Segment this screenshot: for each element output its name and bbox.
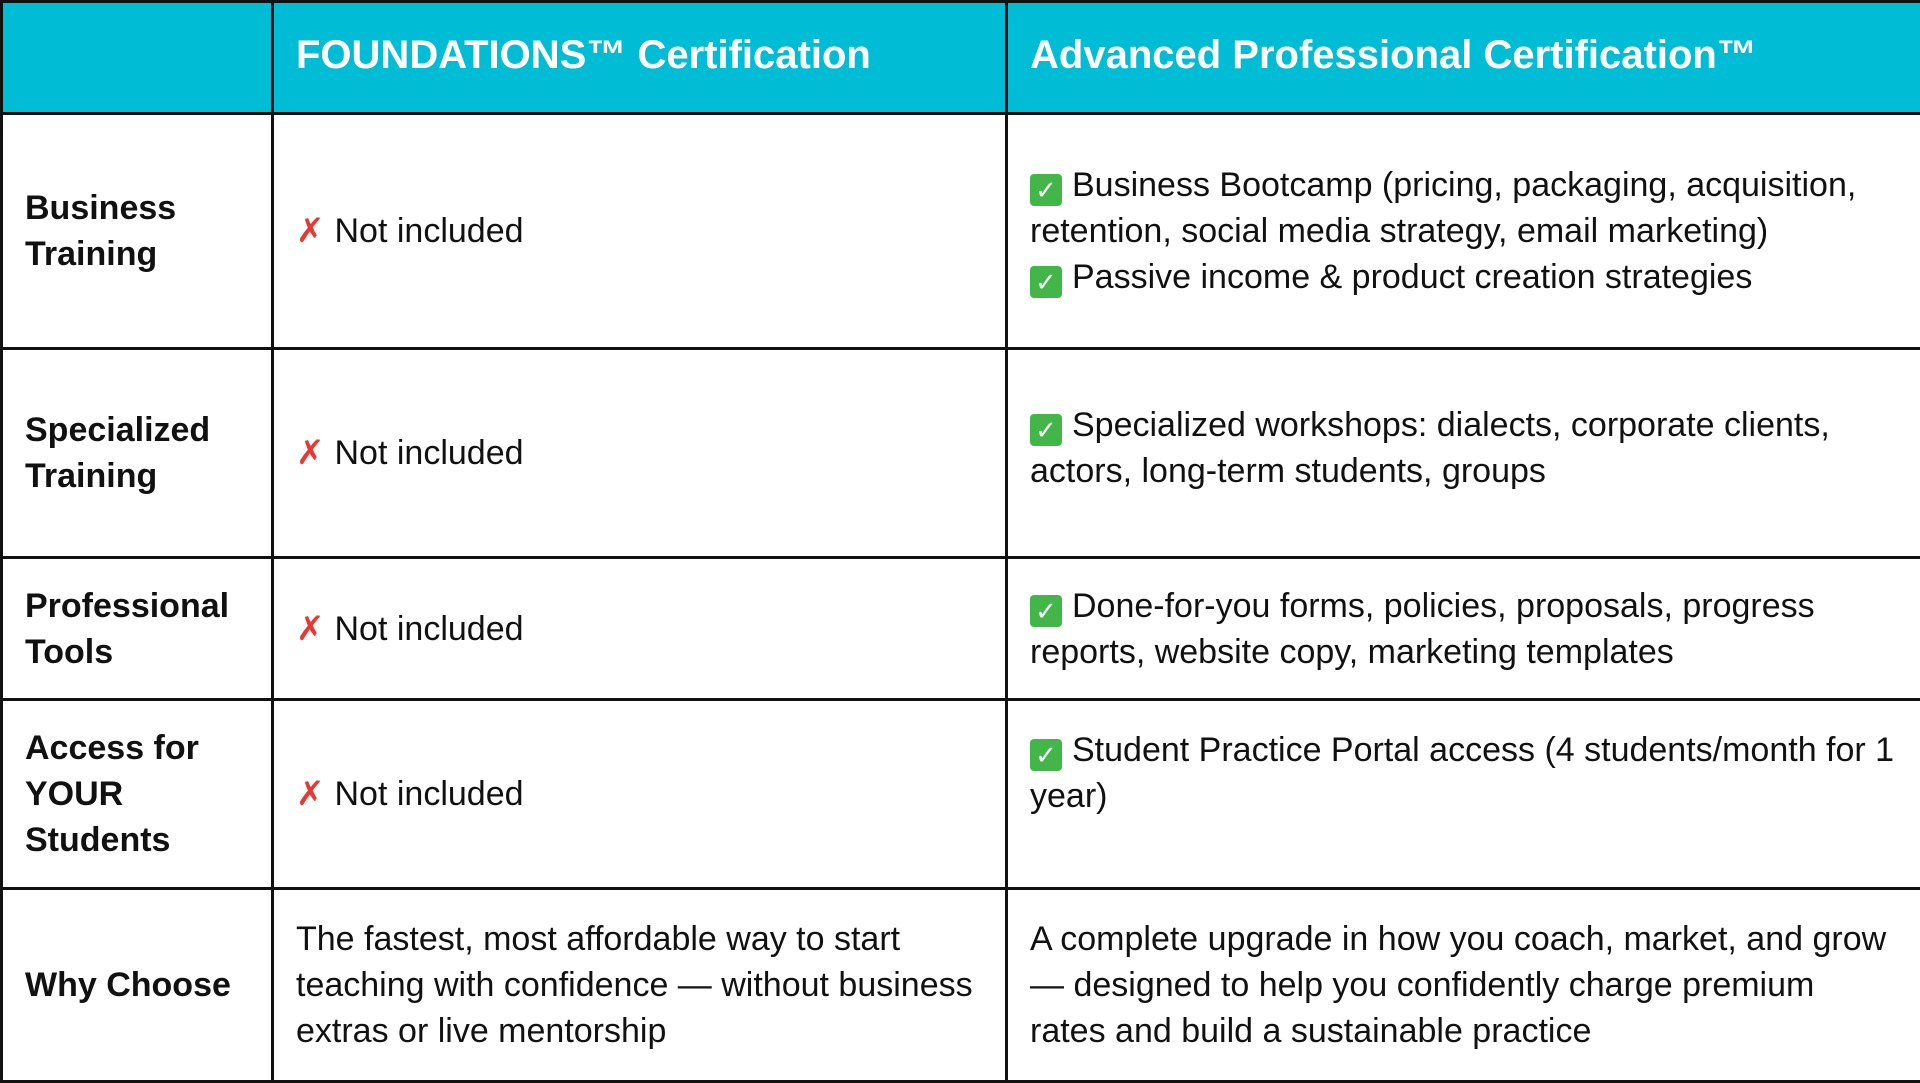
foundations-cell xyxy=(273,558,1007,700)
foundations-text: Not included xyxy=(335,610,524,648)
cross-mark-icon: ✗ xyxy=(296,212,325,250)
check-mark-icon: ✓ xyxy=(1030,174,1062,206)
check-mark-icon: ✓ xyxy=(1030,739,1062,771)
foundations-cell: The fastest, most affordable way to start teaching with confidence — without business extras or live mentorship xyxy=(273,889,1007,1082)
table-row xyxy=(2,700,1920,889)
advanced-item: ✓ Student Practice Portal access (4 students/month for 1 year) xyxy=(1030,727,1898,819)
header-foundations: FOUNDATIONS™ Certification xyxy=(273,2,1007,114)
foundations-text: Not included xyxy=(335,434,524,472)
advanced-cell xyxy=(1007,558,1920,700)
header-blank-cell xyxy=(2,2,273,114)
row-label: Professional Tools xyxy=(2,558,273,700)
cross-mark-icon: ✗ xyxy=(296,434,325,472)
table-row xyxy=(2,558,1920,700)
check-mark-icon: ✓ xyxy=(1030,595,1062,627)
header-advanced: Advanced Professional Certification™ xyxy=(1007,2,1920,114)
row-label: Business Training xyxy=(2,114,273,349)
cross-mark-icon: ✗ xyxy=(296,775,325,813)
row-label: Why Choose xyxy=(2,889,273,1082)
row-label: Specialized Training xyxy=(2,349,273,558)
cross-mark-icon: ✗ xyxy=(296,610,325,648)
advanced-cell xyxy=(1007,700,1920,889)
advanced-cell xyxy=(1007,349,1920,558)
foundations-text: Not included xyxy=(335,775,524,813)
table-row xyxy=(2,349,1920,558)
advanced-item: ✓ Business Bootcamp (pricing, packaging, acquisition, retention, social media strategy, email marketing) xyxy=(1030,162,1898,254)
advanced-item: ✓ Specialized workshops: dialects, corporate clients, actors, long-term students, groups xyxy=(1030,402,1898,494)
row-label: Access for YOUR Students xyxy=(2,700,273,889)
foundations-cell xyxy=(273,700,1007,889)
advanced-item: ✓ Passive income & product creation strategies xyxy=(1030,254,1898,300)
foundations-text: Not included xyxy=(335,212,524,250)
table-row xyxy=(2,114,1920,349)
check-mark-icon: ✓ xyxy=(1030,414,1062,446)
advanced-item: ✓ Done-for-you forms, policies, proposals, progress reports, website copy, marketing templates xyxy=(1030,583,1898,675)
foundations-cell xyxy=(273,114,1007,349)
foundations-cell xyxy=(273,349,1007,558)
header-row xyxy=(2,2,1920,114)
advanced-cell: A complete upgrade in how you coach, market, and grow — designed to help you confidently charge premium rates and build a sustainable practice xyxy=(1007,889,1920,1082)
check-mark-icon: ✓ xyxy=(1030,266,1062,298)
table-row xyxy=(2,889,1920,1082)
advanced-cell xyxy=(1007,114,1920,349)
